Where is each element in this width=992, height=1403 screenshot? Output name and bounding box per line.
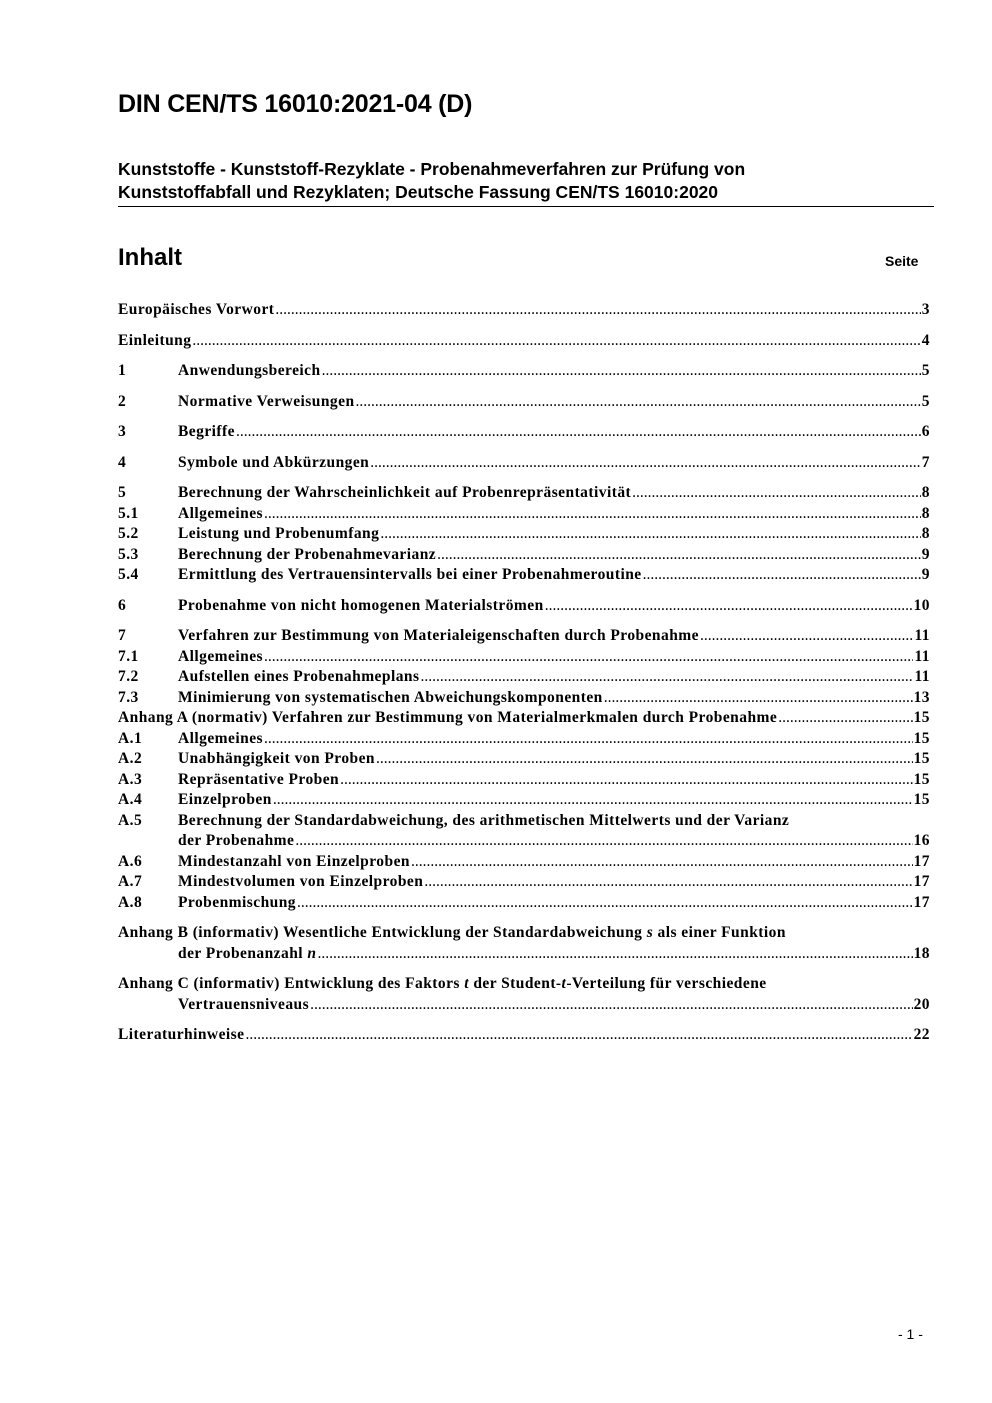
toc-entry-number: 7.2: [118, 668, 139, 685]
toc-entry-1[interactable]: [118, 361, 930, 382]
toc-entry-page: 17: [913, 873, 930, 890]
dot-leader: [317, 944, 912, 965]
toc-entry-label: Mindestanzahl von Einzelproben: [178, 852, 410, 870]
toc-entry-label: Literaturhinweise: [118, 1026, 245, 1043]
toc-entry-3[interactable]: [118, 422, 930, 443]
toc-entry-page: 5: [921, 362, 930, 379]
toc-entry-page: 11: [914, 647, 930, 665]
toc-entry-page: 11: [914, 627, 930, 644]
toc-entry-label: Probenahme von nicht homogenen Materialströmen: [178, 596, 544, 614]
toc-entry-label: Mindestvolumen von Einzelproben: [178, 873, 424, 890]
toc-entry-label: Unabhängigkeit von Proben: [178, 750, 376, 767]
toc-entry-page: 15: [913, 709, 930, 726]
dot-leader: [264, 729, 913, 750]
dot-leader: [264, 647, 913, 668]
toc-entry-label: Aufstellen eines Probenahmeplans: [178, 668, 420, 685]
dot-leader: [264, 504, 921, 525]
toc-entry-5[interactable]: [118, 483, 930, 504]
toc-entry-5-3[interactable]: [118, 545, 930, 566]
dot-leader: [376, 749, 913, 770]
toc-entry-label: Berechnung der Standardabweichung, des arithmetischen Mittelwerts und der Varianz: [178, 811, 790, 829]
toc-entry-label: Probenmischung: [178, 893, 296, 911]
toc-entry-label: [118, 923, 786, 944]
toc-entry-a-5[interactable]: [118, 811, 930, 852]
toc-entry-page: 17: [913, 852, 930, 870]
dot-leader: [420, 667, 913, 688]
toc-entry-einleitung[interactable]: [118, 331, 930, 352]
toc-entry-7-2[interactable]: [118, 667, 930, 688]
toc-entry-label-continued: Vertrauensniveaus: [178, 995, 310, 1013]
toc-entry-label-part: -Verteilung für verschiedene: [566, 975, 767, 992]
toc-entry-number: 1: [118, 362, 127, 379]
toc-entry-label: Allgemeines: [178, 729, 264, 747]
toc-entry-page: 7: [921, 453, 930, 471]
toc-entry-page: 15: [913, 729, 930, 747]
dot-leader: [273, 790, 913, 811]
toc-entry-europaeisches-vorwort[interactable]: [118, 300, 930, 321]
dot-leader: [632, 483, 921, 504]
toc-entry-label: Allgemeines: [178, 504, 264, 522]
dot-leader: [604, 688, 913, 709]
toc-entry-anhang-b[interactable]: [118, 923, 930, 964]
dot-leader: [437, 545, 921, 566]
toc-entry-number: 5.1: [118, 504, 139, 522]
dot-leader: [310, 995, 913, 1016]
toc-entry-page: 17: [913, 893, 930, 911]
toc-entry-7[interactable]: [118, 626, 930, 647]
toc-entry-number: A.7: [118, 873, 143, 890]
table-of-contents: [118, 300, 930, 1046]
toc-entry-page: 15: [913, 791, 930, 808]
document-title: DIN CEN/TS 16010:2021-04 (D): [118, 90, 473, 118]
toc-entry-number: 5: [118, 484, 127, 501]
toc-entry-number: 7.3: [118, 688, 139, 706]
dot-leader: [778, 708, 912, 729]
toc-entry-label-part: als einer Funktion: [653, 924, 786, 941]
dot-leader: [275, 300, 920, 321]
toc-entry-number: 4: [118, 453, 127, 471]
toc-entry-4[interactable]: [118, 453, 930, 474]
toc-entry-label: Symbole und Abkürzungen: [178, 453, 370, 471]
toc-entry-label-part: Anhang C (informativ) Entwicklung des Faktors: [118, 975, 465, 992]
toc-entry-number: 5.4: [118, 566, 139, 583]
toc-entry-label-continued: [178, 944, 316, 965]
toc-entry-label-part: Anhang B (informativ) Wesentliche Entwicklung der Standardabweichung: [118, 924, 647, 941]
document-subtitle-line-1: Kunststoffe - Kunststoff-Rezyklate - Probenahmeverfahren zur Prüfung von: [118, 159, 746, 179]
toc-entry-a-4[interactable]: [118, 790, 930, 811]
toc-entry-number: A.1: [118, 729, 143, 747]
toc-entry-label: Verfahren zur Bestimmung von Materialeigenschaften durch Probenahme: [178, 627, 699, 644]
toc-entry-page: 11: [914, 668, 930, 685]
toc-entry-label: [118, 974, 767, 995]
dot-leader: [236, 422, 921, 443]
toc-entry-page: 10: [913, 596, 930, 614]
page-number: - 1 -: [898, 1326, 923, 1342]
dot-leader: [340, 770, 912, 791]
toc-entry-page: 8: [921, 525, 930, 542]
dot-leader: [700, 626, 913, 647]
toc-entry-a-3[interactable]: [118, 770, 930, 791]
toc-entry-number: 2: [118, 392, 127, 410]
toc-entry-label: Europäisches Vorwort: [118, 301, 275, 318]
toc-entry-label: Minimierung von systematischen Abweichungskomponenten: [178, 688, 603, 706]
toc-entry-label: Berechnung der Wahrscheinlichkeit auf Probenrepräsentativität: [178, 484, 632, 501]
toc-entry-label-part: der Probenanzahl: [178, 944, 308, 962]
dot-leader: [370, 453, 921, 474]
toc-entry-number: 5.2: [118, 525, 139, 542]
toc-entry-a-6[interactable]: [118, 852, 930, 873]
toc-entry-number: 7: [118, 627, 127, 644]
toc-entry-number: A.4: [118, 791, 143, 808]
document-subtitle: [118, 158, 918, 204]
toc-entry-number: 3: [118, 423, 127, 440]
title-divider: [118, 206, 934, 207]
dot-leader: [356, 392, 921, 413]
toc-entry-label: Anwendungsbereich: [178, 362, 321, 379]
toc-entry-number: A.2: [118, 750, 143, 767]
toc-entry-number: A.6: [118, 852, 143, 870]
toc-entry-2[interactable]: [118, 392, 930, 413]
toc-entry-label-symbol: t: [464, 975, 469, 992]
toc-entry-label: Einzelproben: [178, 791, 272, 808]
dot-leader: [297, 893, 913, 914]
toc-entry-anhang-c[interactable]: [118, 974, 930, 1015]
toc-entry-label: Begriffe: [178, 423, 235, 440]
toc-entry-number: 5.3: [118, 545, 139, 563]
toc-entry-label: Anhang A (normativ) Verfahren zur Bestimmung von Materialmerkmalen durch Probenahme: [118, 709, 778, 726]
toc-entry-page: 6: [921, 423, 930, 440]
toc-entry-anhang-a[interactable]: [118, 708, 930, 729]
toc-entry-number: 6: [118, 596, 127, 614]
toc-entry-5-2[interactable]: [118, 524, 930, 545]
dot-leader: [411, 852, 913, 873]
toc-entry-5-4[interactable]: [118, 565, 930, 586]
toc-entry-a-8[interactable]: [118, 893, 930, 914]
dot-leader: [295, 831, 912, 852]
toc-entry-label-symbol: t: [561, 975, 567, 992]
toc-entry-page: 8: [921, 484, 930, 501]
toc-entry-page: 8: [921, 504, 930, 522]
toc-entry-page: 4: [921, 331, 930, 349]
toc-entry-number: A.8: [118, 893, 143, 911]
toc-entry-label: Ermittlung des Vertrauensintervalls bei einer Probenahmeroutine: [178, 566, 642, 583]
toc-entry-label-part: der Student-: [469, 975, 562, 992]
toc-entry-label: Repräsentative Proben: [178, 770, 340, 788]
toc-entry-label-symbol: n: [307, 944, 317, 962]
toc-entry-label: Einleitung: [118, 331, 192, 349]
dot-leader: [424, 872, 912, 893]
dot-leader: [545, 596, 913, 617]
toc-entry-a-2[interactable]: [118, 749, 930, 770]
toc-entry-a-7[interactable]: [118, 872, 930, 893]
toc-entry-number: 7.1: [118, 647, 139, 665]
dot-leader: [245, 1025, 912, 1046]
toc-page-column-label: Seite: [885, 253, 919, 269]
toc-heading: Inhalt: [118, 244, 182, 271]
toc-entry-page: 5: [921, 392, 930, 410]
toc-entry-5-1[interactable]: [118, 504, 930, 525]
toc-entry-label-symbol: s: [646, 924, 654, 941]
toc-entry-page: 18: [913, 944, 930, 962]
toc-entry-7-3[interactable]: [118, 688, 930, 709]
toc-entry-6[interactable]: [118, 596, 930, 617]
toc-entry-label: Berechnung der Probenahmevarianz: [178, 545, 437, 563]
toc-entry-label: Normative Verweisungen: [178, 392, 355, 410]
toc-entry-page: 20: [913, 995, 930, 1013]
toc-entry-7-1[interactable]: [118, 647, 930, 668]
toc-entry-page: 9: [921, 545, 930, 563]
toc-entry-number: A.5: [118, 811, 143, 829]
toc-entry-number: A.3: [118, 770, 143, 788]
dot-leader: [192, 331, 920, 352]
dot-leader: [643, 565, 921, 586]
toc-entry-literaturhinweise[interactable]: [118, 1025, 930, 1046]
toc-entry-label: Allgemeines: [178, 647, 264, 665]
toc-entry-label: Leistung und Probenumfang: [178, 525, 380, 542]
toc-entry-page: 15: [913, 750, 930, 767]
toc-entry-a-1[interactable]: [118, 729, 930, 750]
toc-entry-label-continued: der Probenahme: [178, 832, 295, 849]
toc-entry-page: 15: [913, 770, 930, 788]
toc-entry-page: 16: [913, 832, 930, 849]
toc-entry-page: 13: [913, 688, 930, 706]
dot-leader: [380, 524, 920, 545]
toc-entry-page: 22: [913, 1026, 930, 1043]
toc-entry-page: 9: [921, 566, 930, 583]
toc-entry-page: 3: [921, 301, 930, 318]
dot-leader: [322, 361, 921, 382]
document-subtitle-line-2: Kunststoffabfall und Rezyklaten; Deutsche Fassung CEN/TS 16010:2020: [118, 182, 719, 202]
